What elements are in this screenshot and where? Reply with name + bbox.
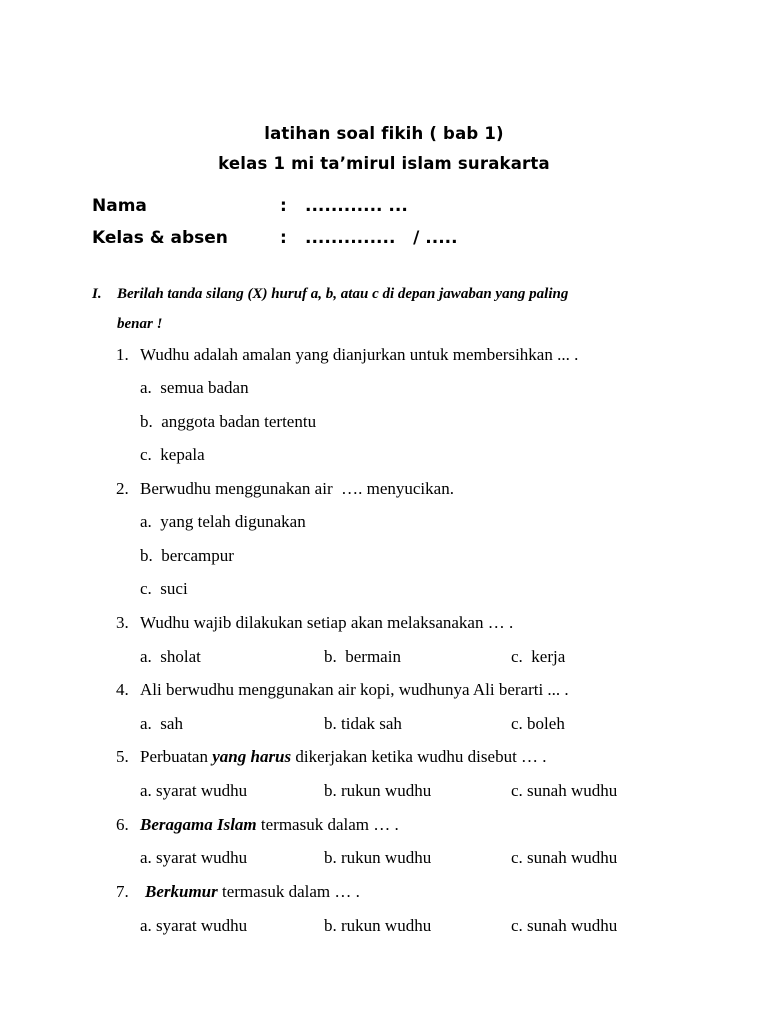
question-text: Wudhu wajib dilakukan setiap akan melaksanakan … . — [140, 613, 514, 632]
question-text — [140, 747, 547, 767]
question-number: 3. — [116, 613, 129, 632]
question-text-start: Perbuatan — [140, 747, 213, 766]
question-text-end: termasuk dalam … . — [217, 882, 360, 901]
question-text: Wudhu adalah amalan yang dianjurkan untuk membersihkan ... . — [140, 345, 579, 364]
emphasized-phrase: Beragama Islam — [140, 815, 257, 834]
name-label: Nama — [92, 196, 147, 216]
question-text-end: dikerjakan ketika wudhu disebut … . — [291, 747, 547, 766]
option-1a: a. semua badan — [140, 378, 249, 397]
question-number: 7. — [116, 882, 129, 901]
question-text: Ali berwudhu menggunakan air kopi, wudhunya Ali berarti ... . — [140, 680, 569, 699]
class-label: Kelas & absen — [92, 228, 228, 248]
question-text — [140, 815, 399, 835]
option-4b: b. tidak sah — [324, 714, 402, 733]
option-6a: a. syarat wudhu — [140, 848, 248, 867]
option-3a: a. sholat — [140, 647, 201, 666]
question-text: Berwudhu menggunakan air …. menyucikan. — [140, 479, 454, 498]
option-1b: b. anggota badan tertentu — [140, 412, 317, 431]
option-3b: b. bermain — [324, 647, 401, 666]
option-2b: b. bercampur — [140, 546, 234, 565]
option-7c: c. sunah wudhu — [511, 916, 618, 935]
instruction-line-1: Berilah tanda silang (X) huruf a, b, atau c di depan jawaban yang paling — [117, 286, 569, 302]
option-5a: a. syarat wudhu — [140, 781, 248, 800]
name-blank: ............ ... — [305, 196, 408, 216]
option-4c: c. boleh — [511, 714, 565, 733]
class-colon: : — [280, 228, 287, 248]
question-number: 2. — [116, 479, 129, 498]
class-blank: .............. / ..... — [305, 228, 458, 248]
option-2c: c. suci — [140, 579, 188, 598]
worksheet-title: latihan soal fikih ( bab 1) — [264, 124, 504, 143]
option-6b: b. rukun wudhu — [324, 848, 432, 867]
option-2a: a. yang telah digunakan — [140, 512, 306, 531]
question-number: 6. — [116, 815, 129, 834]
option-3c: c. kerja — [511, 647, 566, 666]
option-5c: c. sunah wudhu — [511, 781, 618, 800]
emphasized-phrase: yang harus — [212, 747, 292, 766]
option-4a: a. sah — [140, 714, 183, 733]
section-number: I. — [92, 286, 102, 302]
emphasized-phrase: Berkumur — [145, 882, 218, 901]
option-6c: c. sunah wudhu — [511, 848, 618, 867]
question-text-end: termasuk dalam … . — [256, 815, 399, 834]
question-number: 4. — [116, 680, 129, 699]
instruction-line-2: benar ! — [117, 316, 163, 332]
worksheet-subtitle: kelas 1 mi ta’mirul islam surakarta — [218, 154, 550, 173]
name-colon: : — [280, 196, 287, 216]
option-5b: b. rukun wudhu — [324, 781, 432, 800]
question-number: 5. — [116, 747, 129, 766]
question-number: 1. — [116, 345, 129, 364]
option-7a: a. syarat wudhu — [140, 916, 248, 935]
option-1c: c. kepala — [140, 445, 205, 464]
question-text — [145, 882, 360, 902]
option-7b: b. rukun wudhu — [324, 916, 432, 935]
